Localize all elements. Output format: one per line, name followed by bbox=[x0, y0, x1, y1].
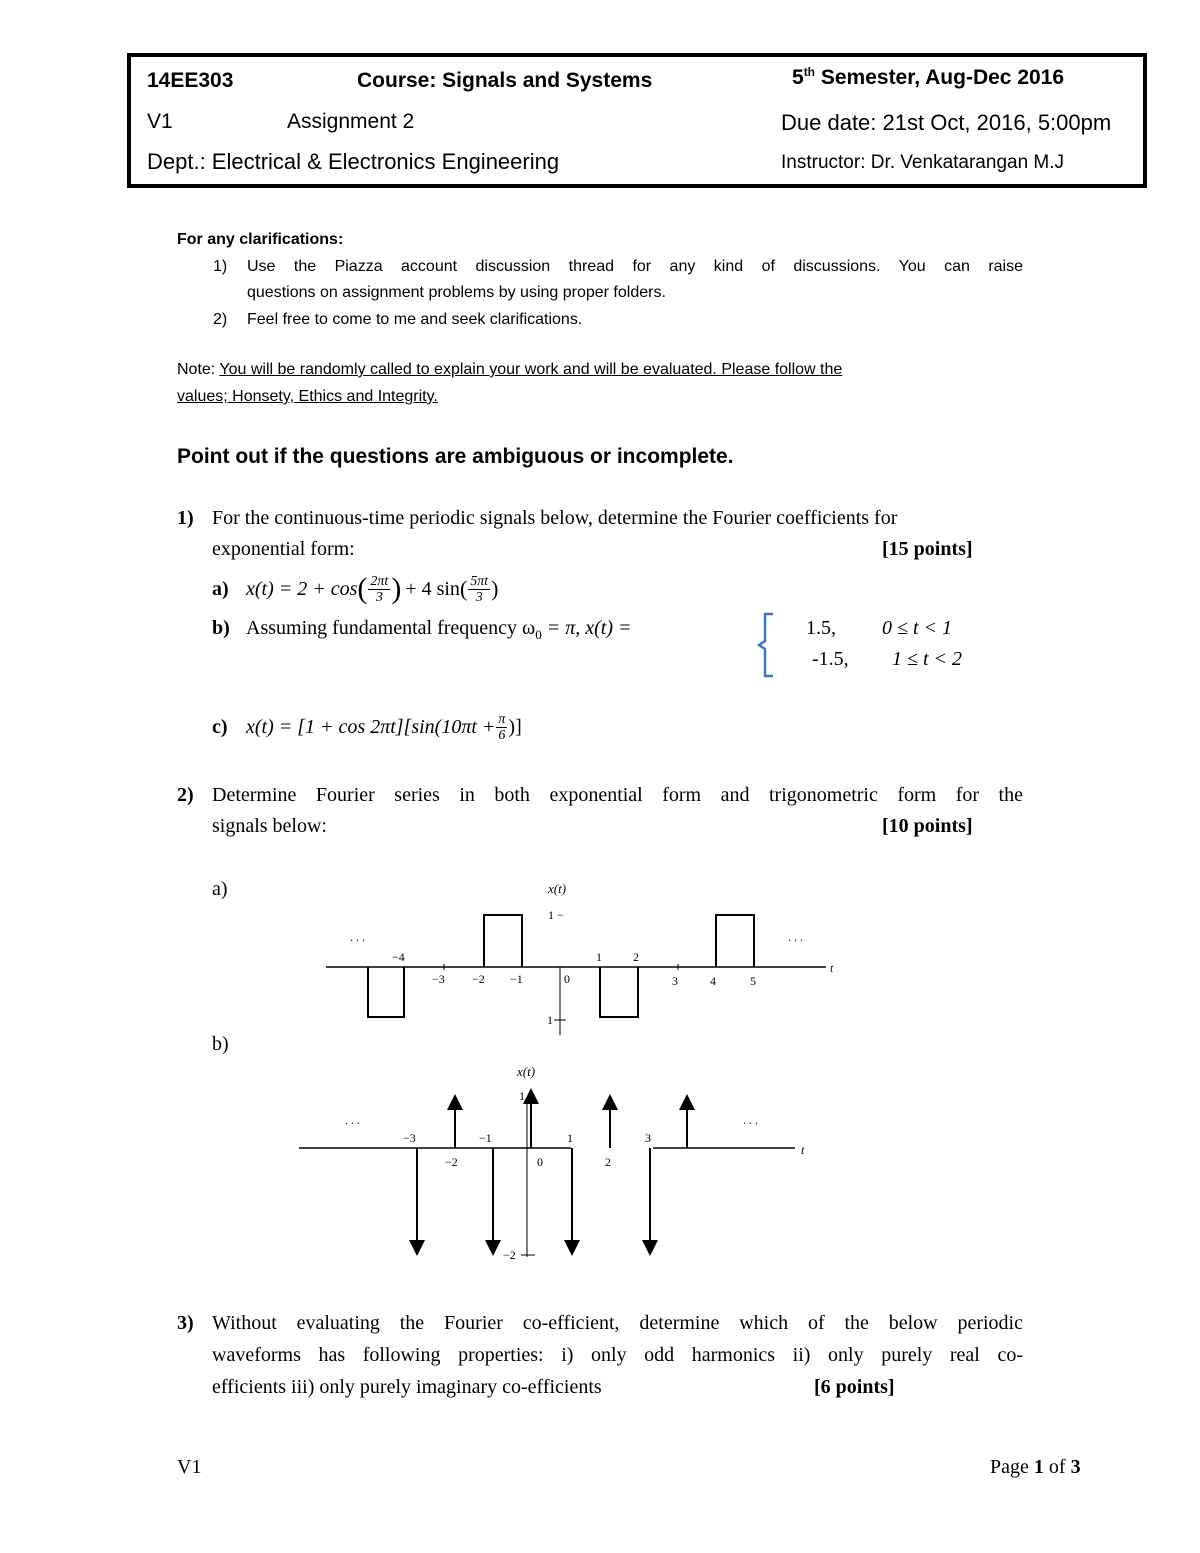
fig-a-tick-labels bbox=[392, 950, 756, 988]
fig-b-xlabel: t bbox=[801, 1143, 805, 1157]
fig-b-tick-neg2: −2 bbox=[503, 1248, 516, 1262]
page-of: of bbox=[1043, 1456, 1071, 1478]
q3-line1: Without evaluating the Fourier co-efficient, determine which of the below periodic bbox=[212, 1312, 1023, 1334]
q3-line2: waveforms has following properties: i) only odd harmonics ii) only purely real co- bbox=[212, 1344, 1023, 1366]
fig-b-ylabel: x(t) bbox=[517, 1064, 536, 1079]
q2-line2: signals below: bbox=[212, 815, 327, 837]
q1a-paren-open: ( bbox=[357, 572, 368, 605]
tick-label: −3 bbox=[403, 1131, 416, 1145]
q1-line2: exponential form: bbox=[212, 538, 355, 560]
q1-number: 1) bbox=[177, 507, 194, 529]
note-line1 bbox=[177, 361, 842, 379]
fig-a-ellipsis-left: . . . bbox=[350, 930, 365, 944]
q1c-equation bbox=[246, 706, 522, 748]
tick-label: −1 bbox=[479, 1131, 492, 1145]
semester-number: 5 bbox=[792, 66, 804, 89]
q1a-paren2-open: ( bbox=[459, 576, 468, 601]
q1b-case1-condition: 0 ≤ t < 1 bbox=[882, 617, 953, 639]
fig-b-ellipsis-left: . . . bbox=[345, 1113, 360, 1127]
q1c-end: )] bbox=[508, 715, 522, 738]
fig-b-tick-pos1: 1 bbox=[519, 1089, 525, 1103]
due-date: Due date: 21st Oct, 2016, 5:00pm bbox=[781, 110, 1112, 135]
tick-label: −2 bbox=[472, 972, 485, 986]
figure-a bbox=[320, 875, 840, 1040]
fig-a-tick-pos1: 1 − bbox=[548, 908, 564, 922]
q1c-frac-den: 6 bbox=[498, 727, 506, 743]
clarification-2-number: 2) bbox=[213, 311, 228, 328]
fig-a-pulse-pos-2 bbox=[716, 915, 754, 967]
q2-points: [10 points] bbox=[882, 815, 973, 837]
tick-label: −4 bbox=[392, 950, 405, 964]
q3-points: [6 points] bbox=[814, 1376, 895, 1398]
figure-b bbox=[295, 1062, 815, 1267]
fig-a-xlabel: t bbox=[830, 961, 834, 975]
q1a-lhs: x(t) = 2 + cos bbox=[246, 577, 358, 600]
fig-a-pulse-neg-1 bbox=[368, 967, 404, 1017]
clarifications-heading: For any clarifications: bbox=[177, 231, 344, 248]
assignment-title: Assignment 2 bbox=[287, 110, 415, 133]
page-number bbox=[990, 1456, 1081, 1479]
q1b-case2-condition: 1 ≤ t < 2 bbox=[892, 648, 963, 670]
q2b-label: b) bbox=[212, 1033, 229, 1055]
department: Dept.: Electrical & Electronics Engineering bbox=[147, 149, 560, 174]
semester-suffix: th bbox=[803, 65, 816, 79]
q1a-frac2-num: 5πt bbox=[470, 573, 489, 589]
tick-label: 5 bbox=[750, 974, 756, 988]
tick-label: 0 bbox=[564, 972, 570, 986]
q1b-text-main: Assuming fundamental frequency ω bbox=[246, 617, 536, 639]
q1-line1: For the continuous-time periodic signals below, determine the Fourier coefficients for bbox=[212, 507, 898, 529]
q1a-paren2-close: ) bbox=[491, 576, 499, 601]
tick-label: 3 bbox=[645, 1131, 651, 1145]
tick-label: −3 bbox=[432, 972, 445, 986]
q2a-label: a) bbox=[212, 878, 228, 900]
fig-a-pulse-pos-1 bbox=[484, 915, 522, 967]
q1c-fraction bbox=[496, 712, 507, 743]
q1a-label: a) bbox=[212, 578, 229, 600]
q1a-frac1-num: 2πt bbox=[370, 573, 389, 589]
tick-label: 4 bbox=[710, 974, 716, 988]
semester-text: Semester, Aug-Dec 2016 bbox=[815, 66, 1065, 89]
tick-label: 1 bbox=[567, 1131, 573, 1145]
fig-a-tick-neg1: 1 bbox=[547, 1013, 553, 1027]
q1a-frac2-den: 3 bbox=[475, 589, 483, 605]
instructor: Instructor: Dr. Venkatarangan M.J bbox=[781, 152, 1065, 173]
page-word: Page bbox=[990, 1456, 1034, 1478]
tick-label: −1 bbox=[510, 972, 523, 986]
clarification-1-line1: Use the Piazza account discussion thread for any kind of discussions. You can raise bbox=[247, 258, 1023, 275]
q1a-fraction-1 bbox=[368, 574, 390, 605]
q1b-case2-value: -1.5, bbox=[812, 648, 849, 670]
q1a-mid: + 4 sin bbox=[405, 577, 460, 600]
q1a-paren-close: ) bbox=[391, 572, 402, 605]
tick-label: 2 bbox=[605, 1155, 611, 1169]
tick-label: 2 bbox=[633, 950, 639, 964]
q1b-subscript: 0 bbox=[535, 627, 542, 642]
footer-version: V1 bbox=[177, 1456, 202, 1478]
q1c-frac-num: π bbox=[498, 711, 506, 727]
fig-b-ellipsis-right: . . . bbox=[743, 1113, 758, 1127]
q1b-brace bbox=[755, 611, 785, 679]
note-label: Note: bbox=[177, 361, 220, 378]
course-code: 14EE303 bbox=[147, 69, 234, 92]
q2-line1: Determine Fourier series in both exponential form and trigonometric form for the bbox=[212, 784, 1023, 806]
fig-a-ylabel: x(t) bbox=[548, 881, 567, 896]
q3-number: 3) bbox=[177, 1312, 194, 1334]
tick-label: 3 bbox=[672, 974, 678, 988]
clarification-1-number: 1) bbox=[213, 258, 228, 275]
note-text-1: You will be randomly called to explain your work and will be evaluated. Please follow the bbox=[219, 361, 843, 378]
clarification-1-line2: questions on assignment problems by using proper folders. bbox=[247, 284, 666, 301]
q1b-case1-value: 1.5, bbox=[806, 617, 836, 639]
q1b-text bbox=[246, 617, 631, 643]
semester bbox=[792, 65, 1064, 90]
q1a-equation bbox=[246, 568, 499, 610]
q1c-lhs: x(t) = [1 + cos 2πt][sin(10πt + bbox=[246, 715, 496, 738]
q1b-label: b) bbox=[212, 617, 230, 639]
header-box bbox=[127, 53, 1147, 188]
q3-line3: efficients iii) only purely imaginary co-efficients bbox=[212, 1376, 602, 1398]
q1c-label: c) bbox=[212, 716, 228, 738]
tick-label: 0 bbox=[537, 1155, 543, 1169]
tick-label: 1 bbox=[596, 950, 602, 964]
page-total: 3 bbox=[1070, 1456, 1081, 1478]
ambiguity-instruction: Point out if the questions are ambiguous or incomplete. bbox=[177, 445, 734, 468]
q2-number: 2) bbox=[177, 784, 194, 806]
fig-a-ellipsis-right: . . . bbox=[788, 930, 803, 944]
fig-a-pulse-neg-2 bbox=[600, 967, 638, 1017]
note-line2: values; Honsety, Ethics and Integrity. bbox=[177, 388, 438, 405]
clarification-2-text: Feel free to come to me and seek clarifications. bbox=[247, 311, 583, 328]
course-title: Course: Signals and Systems bbox=[357, 69, 653, 92]
q1a-fraction-2 bbox=[468, 574, 490, 605]
tick-label: −2 bbox=[445, 1155, 458, 1169]
page-current: 1 bbox=[1033, 1456, 1044, 1478]
version-label: V1 bbox=[147, 110, 173, 133]
q1b-equals: = π, x(t) = bbox=[541, 617, 632, 639]
q1a-frac1-den: 3 bbox=[375, 589, 383, 605]
q1-points: [15 points] bbox=[882, 538, 973, 560]
